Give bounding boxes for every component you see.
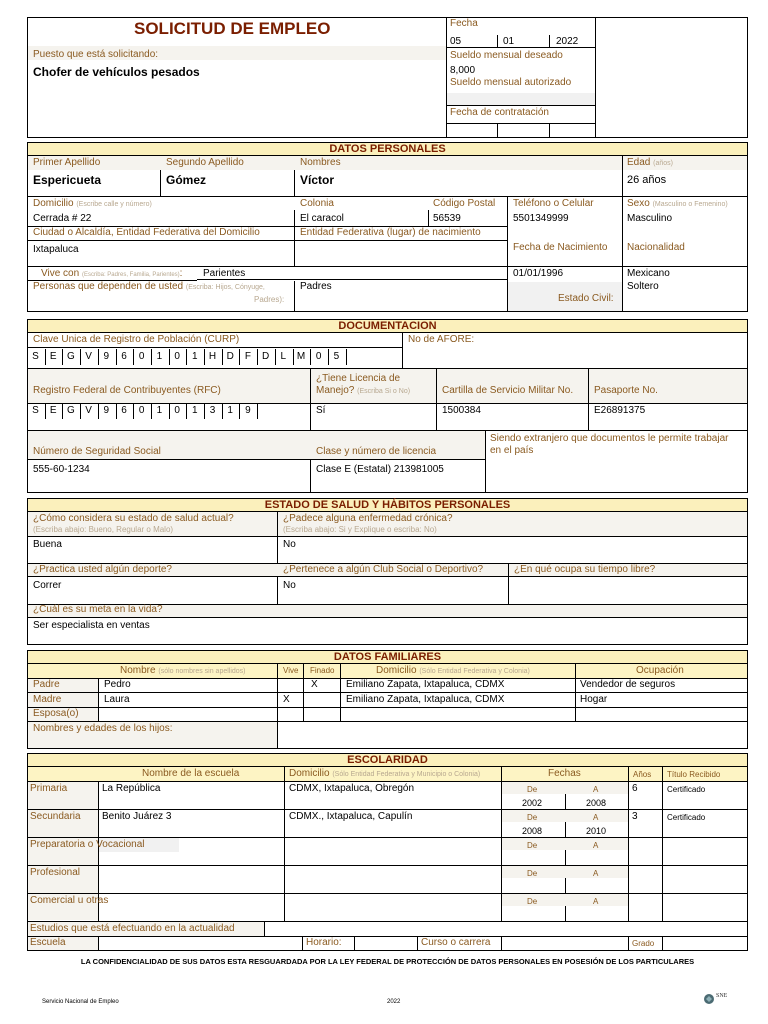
rfc-char[interactable]: 1 <box>156 405 163 416</box>
curp-char[interactable]: 0 <box>315 351 322 362</box>
familiares-title: DATOS FAMILIARES <box>27 650 748 664</box>
esc-h-titulo: Título Recibido <box>667 770 721 779</box>
cp-label: Código Postal <box>433 198 496 209</box>
salud-q2: ¿Padece alguna enfermedad crónica? <box>283 513 453 524</box>
vive-con-label: Vive con (Escriba: Padres, Familia, Parientes): <box>41 268 183 279</box>
salud-q6: ¿Cuál es su meta en la vida? <box>33 604 163 615</box>
esc-escuela-label: Escuela <box>30 937 66 948</box>
fam-h-nombre: Nombre (sólo nombres sin apellidos) <box>120 665 246 676</box>
nacionalidad-value[interactable]: Mexicano <box>627 268 670 279</box>
pasaporte-value[interactable]: E26891375 <box>594 405 646 416</box>
fam-h-vive: Vive <box>283 666 299 675</box>
curp-char[interactable]: 1 <box>192 351 198 362</box>
rfc-label: Registro Federal de Contribuyentes (RFC) <box>33 385 221 396</box>
fecha-dia[interactable]: 05 <box>450 36 462 47</box>
esc-preparatoria-nivel: Preparatoria o Vocacional <box>30 839 145 850</box>
sexo-value[interactable]: Masculino <box>627 213 673 224</box>
fam-padre-ocup[interactable]: Vendedor de seguros <box>580 679 676 690</box>
fecha-mes[interactable]: 01 <box>503 36 515 47</box>
dependientes-value[interactable]: Padres <box>300 281 332 292</box>
cartilla-value[interactable]: 1500384 <box>442 405 481 416</box>
fecha-nacimiento-label: Fecha de Nacimiento <box>513 242 608 253</box>
nombres-value[interactable]: Víctor <box>300 173 335 187</box>
sueldo-autorizado-label: Sueldo mensual autorizado <box>450 77 572 88</box>
curp-char[interactable]: V <box>85 351 92 362</box>
sne-logo <box>703 993 733 1007</box>
rfc-char[interactable]: G <box>67 405 75 416</box>
esc-primaria-de-label: De <box>527 785 538 794</box>
esc-profesional-a-label: A <box>593 869 599 878</box>
salud-q4: ¿Pertenece a algún Club Social o Deportivo? <box>283 564 484 575</box>
esc-secundaria-a[interactable]: 2010 <box>586 826 607 836</box>
fam-hijos-label: Nombres y edades de los hijos: <box>33 723 173 734</box>
curp-char[interactable]: M <box>296 351 306 362</box>
fam-padre-nombre[interactable]: Pedro <box>104 679 131 690</box>
esc-secundaria-nivel: Secundaria <box>30 811 81 822</box>
sne-logo-text: SNE <box>716 993 728 999</box>
primer-apellido-label: Primer Apellido <box>33 157 101 168</box>
rfc-char[interactable]: 0 <box>138 405 145 416</box>
esc-primaria-escuela[interactable]: La República <box>102 783 161 794</box>
nombres-label: Nombres <box>300 157 341 168</box>
fam-madre-ocup[interactable]: Hogar <box>580 694 608 705</box>
entidad-nacimiento-label: Entidad Federativa (lugar) de nacimiento <box>300 227 481 238</box>
rfc-char[interactable]: V <box>85 405 92 416</box>
footer-year: 2022 <box>387 999 401 1005</box>
cp-value[interactable]: 56539 <box>433 213 461 224</box>
rfc-char[interactable]: 9 <box>245 405 251 416</box>
fam-madre-nombre[interactable]: Laura <box>104 694 130 705</box>
esc-profesional-nivel: Profesional <box>30 867 81 878</box>
fecha-label: Fecha <box>450 18 478 29</box>
curp-char[interactable]: G <box>67 351 75 362</box>
ciudad-value[interactable]: Ixtapaluca <box>33 244 79 255</box>
salud-q5: ¿En qué ocupa su tiempo libre? <box>514 564 656 575</box>
fam-madre-rel: Madre <box>33 694 62 705</box>
fam-padre-dom[interactable]: Emiliano Zapata, Ixtapaluca, CDMX <box>346 679 505 690</box>
esc-secundaria-de[interactable]: 2008 <box>522 826 543 836</box>
curp-char[interactable]: 0 <box>174 351 180 362</box>
fam-esposa-rel: Esposa(o) <box>33 708 79 719</box>
fam-madre-dom[interactable]: Emiliano Zapata, Ixtapaluca, CDMX <box>346 694 505 705</box>
segundo-apellido-label: Segundo Apellido <box>166 157 244 168</box>
licencia-label: ¿Tiene Licencia de <box>316 373 401 384</box>
cartilla-label: Cartilla de Servicio Militar No. <box>442 385 574 396</box>
form-title: SOLICITUD DE EMPLEO <box>134 19 331 38</box>
curp-char[interactable]: 0 <box>138 351 145 362</box>
esc-h-fechas: Fechas <box>548 768 581 779</box>
fecha-contratacion-label: Fecha de contratación <box>450 107 549 118</box>
sueldo-deseado-value[interactable]: 8,000 <box>450 65 476 76</box>
esc-primaria-nivel: Primaria <box>30 783 68 794</box>
curp-char[interactable]: D <box>261 351 270 362</box>
afore-label: No de AFORE: <box>408 334 475 345</box>
colonia-label: Colonia <box>300 198 334 209</box>
salud-a2[interactable]: No <box>283 539 296 550</box>
salud-a3[interactable]: Correr <box>33 580 62 591</box>
esc-secundaria-a-label: A <box>593 813 599 822</box>
vive-con-value[interactable]: Parientes <box>203 268 246 279</box>
esc-grado-label: Grado <box>632 939 655 948</box>
esc-primaria-titulo[interactable]: Certificado <box>667 785 706 794</box>
salud-a1[interactable]: Buena <box>33 539 62 550</box>
fecha-nacimiento-value[interactable]: 01/01/1996 <box>513 268 564 279</box>
fam-h-finado: Finado <box>310 666 335 675</box>
curp-char[interactable]: 9 <box>103 351 110 362</box>
salud-a6[interactable]: Ser especialista en ventas <box>33 620 150 631</box>
estado-civil-label: Estado Civil: <box>558 293 614 304</box>
esc-actual-label: Estudios que está efectuando en la actualidad <box>30 923 235 934</box>
fam-madre-vive[interactable]: X <box>283 694 290 705</box>
rfc-char[interactable]: 6 <box>121 405 127 416</box>
puesto-label: Puesto que está solicitando: <box>33 49 159 60</box>
domicilio-value[interactable]: Cerrada # 22 <box>33 213 92 224</box>
esc-horario-label: Horario: <box>306 937 342 948</box>
salud-a4[interactable]: No <box>283 580 296 591</box>
domicilio-label: Domicilio (Escribe calle y número) <box>33 198 152 209</box>
salud-title: ESTADO DE SALUD Y HÁBITOS PERSONALES <box>27 498 748 512</box>
dependientes-label: Personas que dependen de usted (Escriba: Hijos, Cónyuge, <box>33 281 265 292</box>
nss-label: Número de Seguridad Social <box>33 446 161 457</box>
escolaridad-title: ESCOLARIDAD <box>27 753 748 767</box>
documentacion-title: DOCUMENTACION <box>27 319 748 333</box>
esc-h-escuela: Nombre de la escuela <box>142 768 240 779</box>
salud-q3: ¿Practica usted algún deporte? <box>33 564 172 575</box>
esc-curso-label: Curso o carrera <box>421 937 491 948</box>
telefono-value[interactable]: 5501349999 <box>513 213 569 224</box>
edad-value[interactable]: 26 años <box>627 174 667 186</box>
fam-padre-rel: Padre <box>33 679 60 690</box>
rfc-char[interactable]: 3 <box>209 405 216 416</box>
esc-primaria-a[interactable]: 2008 <box>586 798 607 808</box>
estado-civil-value[interactable]: Soltero <box>627 281 659 292</box>
curp-char[interactable]: 6 <box>121 351 127 362</box>
esc-comercial-nivel: Comercial u otras <box>30 895 109 906</box>
esc-preparatoria-a-label: A <box>593 841 599 850</box>
fam-h-domicilio: Domicilio (Sólo Entidad Federativa y Colonia) <box>376 665 530 676</box>
ciudad-label: Ciudad o Alcaldía, Entidad Federativa del Domicilio <box>33 227 260 238</box>
curp-char[interactable]: 5 <box>333 351 340 362</box>
rfc-char[interactable]: 9 <box>103 405 110 416</box>
esc-secundaria-anos[interactable]: 3 <box>632 811 638 822</box>
curp-char[interactable]: 1 <box>156 351 163 362</box>
rfc-char[interactable]: 1 <box>227 405 233 416</box>
telefono-label: Teléfono o Celular <box>513 198 594 209</box>
colonia-value[interactable]: El caracol <box>300 213 344 224</box>
esc-secundaria-titulo[interactable]: Certificado <box>667 813 706 822</box>
curp-char[interactable]: H <box>208 351 217 362</box>
curp-char[interactable]: E <box>49 351 57 362</box>
licencia-value[interactable]: Sí <box>316 405 326 416</box>
curp-char[interactable]: F <box>244 351 251 362</box>
esc-primaria-a-label: A <box>593 785 599 794</box>
pasaporte-label: Pasaporte No. <box>594 385 658 396</box>
sexo-label: Sexo (Masculino o Femenino) <box>627 198 728 209</box>
esc-secundaria-de-label: De <box>527 813 538 822</box>
salud-q1-hint: (Escriba abajo: Bueno, Regular o Malo) <box>33 525 174 534</box>
curp-char[interactable]: S <box>32 351 39 362</box>
esc-secundaria-escuela[interactable]: Benito Juárez 3 <box>102 811 172 822</box>
rfc-char[interactable]: 0 <box>174 405 180 416</box>
salud-q1: ¿Cómo considera su estado de salud actual? <box>33 513 234 524</box>
confidencialidad-text: LA CONFIDENCIALIDAD DE SUS DATOS ESTA RESGUARDADA POR LA LEY FEDERAL DE PROTECCIÓN DE DATOS PERSONALES EN POSESIÓN DE LOS PARTICULARES <box>80 957 695 966</box>
esc-primaria-anos[interactable]: 6 <box>632 783 638 794</box>
fam-h-ocupacion: Ocupación <box>636 665 684 676</box>
curp-char[interactable]: D <box>226 351 234 362</box>
esc-comercial-a-label: A <box>593 897 599 906</box>
esc-h-domicilio: Domicilio (Sólo Entidad Federativa y Municipio o Colonia) <box>289 768 481 779</box>
nacionalidad-label: Nacionalidad <box>627 242 685 253</box>
edad-label: Edad (años) <box>627 157 673 168</box>
esc-comercial-de-label: De <box>527 897 538 906</box>
clase-licencia-label: Clase y número de licencia <box>316 446 437 457</box>
fecha-anio[interactable]: 2022 <box>556 36 579 47</box>
esc-profesional-de-label: De <box>527 869 538 878</box>
esc-h-anos: Años <box>633 770 652 779</box>
segundo-apellido-value[interactable]: Gómez <box>166 173 207 187</box>
esc-primaria-de[interactable]: 2002 <box>522 798 543 808</box>
esc-secundaria-dom[interactable]: CDMX., Ixtapaluca, Capulín <box>289 811 413 822</box>
primer-apellido-value[interactable]: Espericueta <box>33 173 102 187</box>
salud-q2-hint: (Escriba abajo: Si y Explique o escriba: No) <box>283 525 437 534</box>
rfc-char[interactable]: 1 <box>192 405 198 416</box>
licencia-label-2: Manejo? (Escriba Si o No) <box>316 385 411 396</box>
datos-personales-title: DATOS PERSONALES <box>27 142 748 156</box>
puesto-value[interactable]: Chofer de vehículos pesados <box>33 65 200 79</box>
rfc-char[interactable]: E <box>49 405 57 416</box>
clase-licencia-value[interactable]: Clase E (Estatal) 213981005 <box>316 464 444 475</box>
sueldo-deseado-label: Sueldo mensual deseado <box>450 50 563 61</box>
esc-preparatoria-de-label: De <box>527 841 538 850</box>
fam-padre-finado[interactable]: X <box>311 679 318 690</box>
esc-primaria-dom[interactable]: CDMX, Ixtapaluca, Obregón <box>289 783 415 794</box>
dependientes-hint: Padres): <box>254 295 285 304</box>
curp-label: Clave Unica de Registro de Población (CURP) <box>33 334 240 345</box>
nss-value[interactable]: 555-60-1234 <box>33 464 90 475</box>
footer-org: Servicio Nacional de Empleo <box>42 999 119 1005</box>
curp-char[interactable]: L <box>280 351 287 362</box>
extranjero-label-2: en el país <box>490 445 534 456</box>
extranjero-label: Siendo extranjero que documentos le permite trabajar <box>490 433 729 444</box>
rfc-char[interactable]: S <box>32 405 39 416</box>
